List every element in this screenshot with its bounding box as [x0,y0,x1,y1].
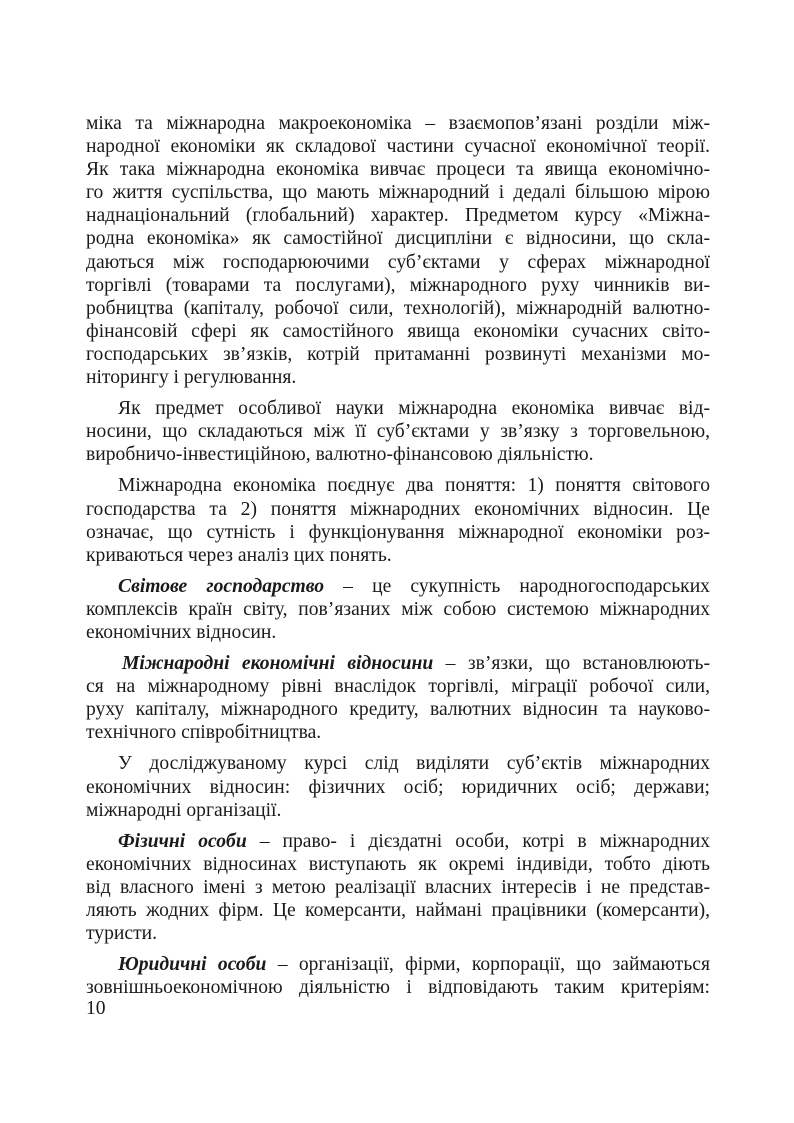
text-line: ніторингу і регулювання. [86,367,297,389]
text-line [86,652,710,675]
text-line: Як така міжнародна економіка вивчає процеси та явища економічно- [86,159,710,181]
text-line: родна економіка» як самостійної дисципліни є відносини, що скла- [86,228,710,250]
definition-text: – право- і дієздатні особи, котрі в міжнародних [246,830,710,852]
text-line: туристи. [86,923,158,945]
text-line: означає, що сутність і функціонування міжнародної економіки роз- [86,521,710,543]
term-legal-entities: Юридичні особи [118,954,267,976]
paragraph-legal-entities [86,953,710,999]
paragraph-intro [86,112,710,389]
paragraph-individuals [86,830,710,945]
text-line: господарства та 2) поняття міжнародних економічних відносин. Це [86,498,710,520]
term-world-economy: Світове господарство [118,575,325,597]
body-text [86,112,710,999]
text-line: комплексів країн світу, пов’язаних між собою системою міжнародних [86,598,710,620]
text-line: господарських зв’язків, котрій притаманні розвинуті механізми мо- [86,343,710,365]
text-line: Міжнародна економіка поєднує два поняття: 1) поняття світового [118,475,710,497]
paragraph-world-economy [86,575,710,644]
text-line: носини, що складаються між її суб’єктами у зв’язку з торговельною, [86,421,710,443]
text-line: від власного імені з метою реалізації власних інтересів і не представ- [86,876,710,898]
text-line: даються між господарюючими суб’єктами у сферах міжнародної [86,251,710,273]
text-line: міка та міжнародна макроекономіка – взаємопов’язані розділи між- [86,113,710,134]
text-line: народної економіки як складової частини сучасної економічної теорії. [86,136,710,158]
text-line: го життя суспільства, що мають міжнародний і дедалі більшою мірою [86,182,710,204]
text-line: економічних відносин. [86,621,277,643]
text-line: наднаціональний (глобальний) характер. Предметом курсу «Міжна- [86,205,710,227]
text-line: фінансовій сфері як самостійного явища економіки сучасних світо- [86,320,710,342]
paragraph-international-relations [86,652,710,744]
text-line: ся на міжнародному рівні внаслідок торгівлі, міграції робочої сили, [86,676,710,698]
term-individuals: Фізичні особи [118,830,247,852]
text-line: виробничо-інвестиційною, валютно-фінансовою діяльністю. [86,444,594,466]
paragraph-subject [86,397,710,466]
text-line: технічного співробітництва. [86,722,322,744]
text-line: торгівлі (товарами та послугами), міжнародного руху чинників ви- [86,274,710,296]
page-number: 10 [86,998,106,1019]
text-line [86,575,710,598]
definition-text: – це сукупність народногосподарських [324,575,710,597]
definition-text: – організації, фірми, корпорації, що займаються [266,954,710,976]
paragraph-subjects [86,752,710,821]
text-line: економічних відносинах виступають як окремі індивіди, тобто діють [86,853,710,875]
text-line: ляють жодних фірм. Це комерсанти, наймані працівники (комерсанти), [86,900,710,921]
text-line: міжнародні організації. [86,799,282,821]
paragraph-concepts [86,474,710,566]
text-line: руху капіталу, міжнародного кредиту, валютних відносин та науково- [86,699,710,721]
text-line: криваються через аналіз цих понять. [86,544,392,566]
term-international-relations: Міжнародні економічні відносини [122,653,434,675]
text-line: Як предмет особливої науки міжнародна економіка вивчає від- [118,398,710,420]
text-line [86,953,710,976]
text-line: зовнішньоекономічною діяльністю і відповідають таким критеріям: [86,977,710,999]
text-line: економічних відносин: фізичних осіб; юридичних осіб; держави; [86,776,710,798]
definition-text: – зв’язки, що встановлюють- [433,653,711,675]
text-line: У досліджуваному курсі слід виділяти суб’єктів міжнародних [118,753,710,775]
text-line [86,830,710,853]
text-line: робництва (капіталу, робочої сили, технологій), міжнародній валютно- [86,297,710,319]
